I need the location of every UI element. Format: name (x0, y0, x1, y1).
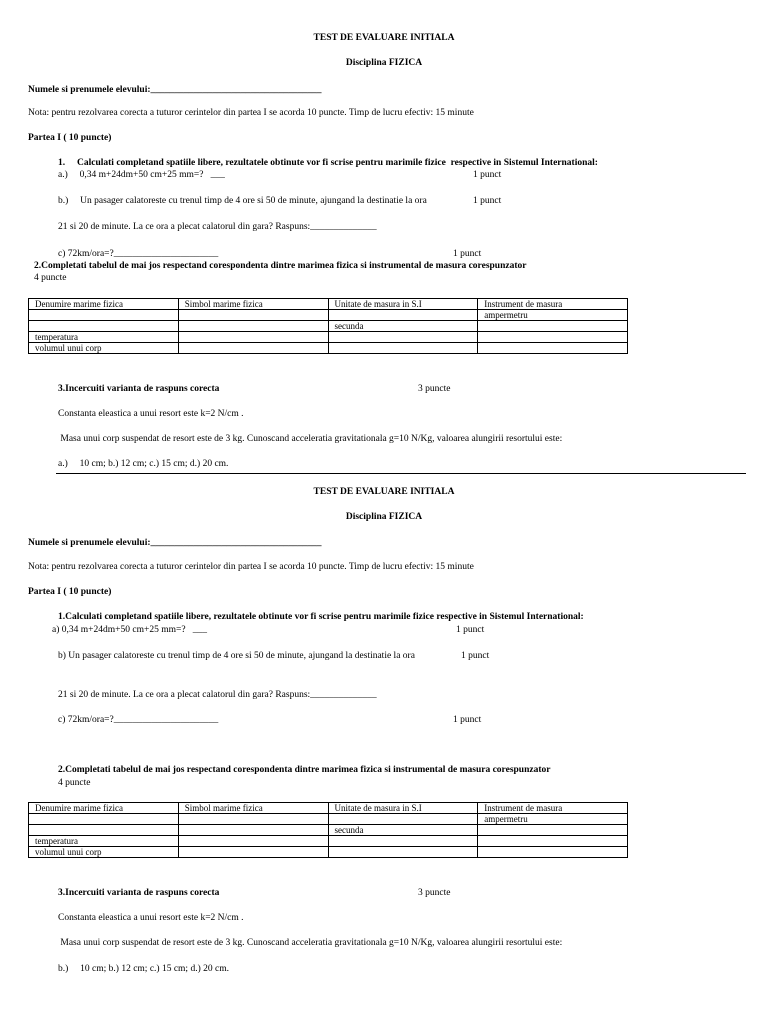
test-title: TEST DE EVALUARE INITIALA (313, 487, 455, 497)
part-heading: Partea I ( 10 puncte) (28, 587, 112, 597)
table-cell (478, 825, 628, 836)
table-cell: ampermetru (478, 814, 628, 825)
question-1-heading: 1. Calculati completand spatiile libere, rezultatele obtinute vor fi scrise pentru marimile fizice respective in Sistemul International: (58, 158, 598, 168)
table-cell (328, 343, 478, 354)
question-1b-continuation: 21 si 20 de minute. La ce ora a plecat calatorul din gara? Raspuns:______________ (58, 222, 377, 232)
question-1b: b) Un pasager calatoreste cu trenul timp de 4 ore si 50 de minute, ajungand la destinatie la ora (58, 651, 415, 661)
question-3-heading: 3.Incercuiti varianta de raspuns corecta (58, 888, 220, 898)
table-row (29, 825, 628, 836)
table-cell (178, 847, 328, 858)
table-cell (478, 847, 628, 858)
part-heading: Partea I ( 10 puncte) (28, 133, 112, 143)
question-1b-continuation: 21 si 20 de minute. La ce ora a plecat calatorul din gara? Raspuns:______________ (58, 690, 377, 700)
table-row (29, 343, 628, 354)
question-1c-points: 1 punct (453, 249, 482, 259)
table-row (29, 847, 628, 858)
table-header-cell: Denumire marime fizica (29, 803, 179, 814)
table-cell (328, 332, 478, 343)
question-1a: a) 0,34 m+24dm+50 cm+25 mm=? ___ (52, 625, 207, 635)
table-cell (29, 310, 179, 321)
table-header-cell: Instrument de masura (478, 803, 628, 814)
table-header-row (29, 299, 628, 310)
student-name-line: Numele si prenumele elevului:____________________________________ (28, 538, 322, 548)
table-cell (29, 814, 179, 825)
question-3-points: 3 puncte (418, 888, 451, 898)
table-cell (178, 836, 328, 847)
table-cell (178, 321, 328, 332)
question-2-heading: 2.Completati tabelul de mai jos respectand corespondenta dintre marimea fizica si instrumental de masura corespunzator (58, 765, 551, 775)
question-1a: a.) 0,34 m+24dm+50 cm+25 mm=? ___ (58, 170, 225, 180)
table-row (29, 310, 628, 321)
table-cell: secunda (328, 321, 478, 332)
table-cell: temperatura (29, 836, 179, 847)
student-name-line: Numele si prenumele elevului:____________________________________ (28, 85, 322, 95)
question-3-text-2: Masa unui corp suspendat de resort este de 3 kg. Cunoscand acceleratia gravitationala g=10 N/Kg, valoarea alungirii resortului este: (58, 434, 563, 444)
question-1b-points: 1 punct (473, 196, 502, 206)
table-cell (328, 836, 478, 847)
table-cell (328, 310, 478, 321)
table-cell (478, 836, 628, 847)
question-1b-points: 1 punct (461, 651, 490, 661)
table-cell (328, 847, 478, 858)
question-3-text-2: Masa unui corp suspendat de resort este de 3 kg. Cunoscand acceleratia gravitationala g=10 N/Kg, valoarea alungirii resortului este: (58, 938, 563, 948)
table-row (29, 814, 628, 825)
table-cell (178, 825, 328, 836)
table-cell (178, 310, 328, 321)
question-1a-points: 1 punct (456, 625, 485, 635)
note-text: Nota: pentru rezolvarea corecta a tuturor cerintelor din partea I se acorda 10 puncte. Timp de lucru efectiv: 15 minute (28, 108, 474, 118)
question-3-text-1: Constanta eleastica a unui resort este k=2 N/cm . (58, 409, 244, 419)
table-cell (29, 321, 179, 332)
table-cell: temperatura (29, 332, 179, 343)
table-cell (478, 343, 628, 354)
question-1b: b.) Un pasager calatoreste cu trenul timp de 4 ore si 50 de minute, ajungand la destinatie la ora (58, 196, 427, 206)
question-3-points: 3 puncte (418, 384, 451, 394)
table-cell (328, 814, 478, 825)
note-text: Nota: pentru rezolvarea corecta a tuturor cerintelor din partea I se acorda 10 puncte. Timp de lucru efectiv: 15 minute (28, 562, 474, 572)
table-cell: volumul unui corp (29, 847, 179, 858)
table-header-cell: Instrument de masura (478, 299, 628, 310)
question-2-points: 4 puncte (58, 778, 91, 788)
table-row (29, 836, 628, 847)
correspondence-table (28, 802, 628, 858)
discipline-title: Disciplina FIZICA (345, 512, 423, 522)
section-divider (56, 473, 746, 474)
question-3-options: b.) 10 cm; b.) 12 cm; c.) 15 cm; d.) 20 cm. (58, 964, 229, 974)
table-cell (29, 825, 179, 836)
question-3-heading: 3.Incercuiti varianta de raspuns corecta (58, 384, 220, 394)
table-row (29, 332, 628, 343)
table-header-cell: Unitate de masura in S.I (328, 803, 478, 814)
table-cell (178, 814, 328, 825)
table-row (29, 321, 628, 332)
question-2-heading: 2.Completati tabelul de mai jos respectand corespondenta dintre marimea fizica si instrumental de masura corespunzator (34, 261, 527, 271)
table-cell (178, 332, 328, 343)
table-header-cell: Simbol marime fizica (178, 299, 328, 310)
discipline-title: Disciplina FIZICA (345, 58, 423, 68)
table-cell: secunda (328, 825, 478, 836)
table-cell (478, 332, 628, 343)
question-1c-points: 1 punct (453, 715, 482, 725)
question-1-heading: 1.Calculati completand spatiile libere, rezultatele obtinute vor fi scrise pentru marimile fizice respective in Sistemul International: (58, 612, 584, 622)
table-cell (178, 343, 328, 354)
question-3-options: a.) 10 cm; b.) 12 cm; c.) 15 cm; d.) 20 cm. (58, 459, 229, 469)
test-title: TEST DE EVALUARE INITIALA (313, 33, 455, 43)
table-header-cell: Unitate de masura in S.I (328, 299, 478, 310)
question-1a-points: 1 punct (473, 170, 502, 180)
table-cell: ampermetru (478, 310, 628, 321)
table-cell: volumul unui corp (29, 343, 179, 354)
table-header-cell: Denumire marime fizica (29, 299, 179, 310)
correspondence-table (28, 298, 628, 354)
table-header-cell: Simbol marime fizica (178, 803, 328, 814)
question-1c: c) 72km/ora=?______________________ (58, 249, 219, 259)
question-1c: c) 72km/ora=?______________________ (58, 715, 219, 725)
question-2-points: 4 puncte (34, 273, 67, 283)
table-cell (478, 321, 628, 332)
table-header-row (29, 803, 628, 814)
question-3-text-1: Constanta eleastica a unui resort este k=2 N/cm . (58, 913, 244, 923)
